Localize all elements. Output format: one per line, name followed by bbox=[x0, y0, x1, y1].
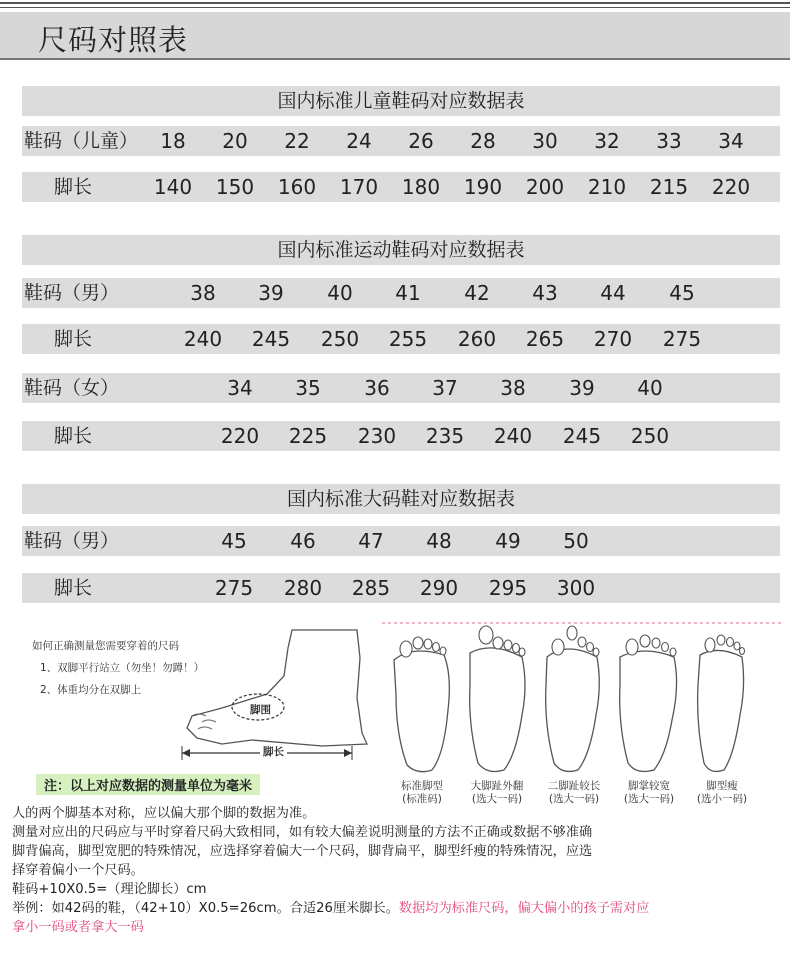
large-size-cell: 48 bbox=[426, 529, 452, 553]
foot-length-label: 脚长 bbox=[260, 744, 287, 759]
sports-female-length-cell: 220 bbox=[220, 424, 260, 448]
example-text: 举例：如42码的鞋，（42+10）X0.5=26cm。合适26厘米脚长。 bbox=[12, 901, 399, 916]
children-size-cell: 24 bbox=[346, 129, 372, 153]
foot-type-advice: (标准码) bbox=[402, 793, 442, 805]
measure-guide bbox=[22, 628, 372, 798]
sports-female-size-row bbox=[22, 373, 780, 403]
foot-types-panel bbox=[382, 615, 782, 810]
paragraph-4: 择穿着偏小一个尺码。 bbox=[12, 863, 144, 878]
children-length-cell: 170 bbox=[339, 175, 379, 199]
sports-male-size-cell: 39 bbox=[258, 281, 284, 305]
measure-step-2: 2、体重均分在双脚上 bbox=[40, 684, 142, 696]
large-length-row bbox=[22, 573, 780, 603]
foot-type-name: 大脚趾外翻 bbox=[470, 780, 524, 792]
sports-female-length-cell: 235 bbox=[425, 424, 465, 448]
children-length-cell: 220 bbox=[711, 175, 751, 199]
sports-male-size-cell: 42 bbox=[464, 281, 490, 305]
children-table-title: 国内标准儿童鞋码对应数据表 bbox=[277, 90, 525, 112]
sports-female-length-row bbox=[22, 421, 780, 451]
top-rule bbox=[0, 2, 790, 4]
foot-types-illustration bbox=[382, 615, 782, 780]
children-size-label: 鞋码（儿童） bbox=[24, 130, 139, 152]
large-size-cell: 45 bbox=[221, 529, 247, 553]
children-length-cell: 215 bbox=[649, 175, 689, 199]
sports-female-size-cell: 36 bbox=[364, 376, 390, 400]
sports-male-size-cell: 38 bbox=[190, 281, 216, 305]
sports-male-length-cell: 245 bbox=[251, 327, 291, 351]
sports-female-length-label: 脚长 bbox=[54, 425, 93, 447]
large-size-row bbox=[22, 526, 780, 556]
children-size-cell: 28 bbox=[470, 129, 496, 153]
sports-male-size-cell: 40 bbox=[327, 281, 353, 305]
example-warning-cont: 拿小一码或者拿大一码 bbox=[12, 920, 144, 935]
children-length-label: 脚长 bbox=[54, 176, 93, 198]
sports-female-length-cell: 230 bbox=[357, 424, 397, 448]
children-size-cell: 26 bbox=[408, 129, 434, 153]
children-length-cell: 160 bbox=[277, 175, 317, 199]
sports-female-length-cell: 225 bbox=[288, 424, 328, 448]
children-size-cell: 32 bbox=[594, 129, 620, 153]
sports-male-size-cell: 41 bbox=[395, 281, 421, 305]
paragraph-2: 测量对应出的尺码应与平时穿着尺码大致相同，如有较大偏差说明测量的方法不正确或数据不够准确 bbox=[12, 825, 593, 840]
children-size-cell: 33 bbox=[656, 129, 682, 153]
sports-male-length-cell: 250 bbox=[320, 327, 360, 351]
foot-type-advice: (选大一码) bbox=[471, 793, 523, 805]
large-table-title: 国内标准大码鞋对应数据表 bbox=[286, 488, 515, 510]
large-length-cell: 280 bbox=[283, 576, 323, 600]
sports-table-title-band bbox=[22, 235, 780, 265]
sports-male-length-cell: 255 bbox=[388, 327, 428, 351]
sports-female-size-cell: 37 bbox=[432, 376, 458, 400]
children-size-cell: 20 bbox=[222, 129, 248, 153]
sports-female-size-label: 鞋码（女） bbox=[24, 377, 120, 399]
page-title: 尺码对照表 bbox=[38, 23, 189, 57]
large-length-cell: 290 bbox=[419, 576, 459, 600]
sports-male-size-row bbox=[22, 278, 780, 308]
example-warning: 数据均为标准尺码，偏大偏小的孩子需对应 bbox=[398, 901, 650, 916]
sports-male-length-row bbox=[22, 324, 780, 354]
sports-male-length-cell: 260 bbox=[457, 327, 497, 351]
large-length-cell: 285 bbox=[351, 576, 391, 600]
example-line bbox=[12, 897, 649, 916]
large-size-cell: 50 bbox=[563, 529, 589, 553]
foot-side-illustration bbox=[22, 628, 372, 798]
children-length-cell: 150 bbox=[215, 175, 255, 199]
sports-female-size-cell: 34 bbox=[227, 376, 253, 400]
sports-male-length-cell: 265 bbox=[525, 327, 565, 351]
large-size-cell: 49 bbox=[495, 529, 521, 553]
children-length-cell: 210 bbox=[587, 175, 627, 199]
foot-type-advice: (选小一码) bbox=[696, 793, 748, 805]
formula-line: 鞋码+10X0.5=（理论脚长）cm bbox=[12, 882, 207, 897]
large-size-cell: 47 bbox=[358, 529, 384, 553]
sports-male-length-cell: 275 bbox=[662, 327, 702, 351]
children-size-cell: 18 bbox=[160, 129, 186, 153]
children-length-cell: 200 bbox=[525, 175, 565, 199]
paragraph-1: 人的两个脚基本对称，应以偏大那个脚的数据为准。 bbox=[12, 806, 316, 821]
top-rule-thin bbox=[0, 7, 790, 8]
foot-type-advice: (选大一码) bbox=[548, 793, 600, 805]
children-length-row bbox=[22, 172, 780, 202]
large-length-cell: 300 bbox=[556, 576, 596, 600]
sports-female-length-cell: 245 bbox=[562, 424, 602, 448]
paragraph-3: 脚背偏高，脚型宽肥的特殊情况，应选择穿着偏大一个尺码，脚背扁平，脚型纤瘦的特殊情况，应选 bbox=[12, 844, 593, 859]
children-length-cell: 140 bbox=[153, 175, 193, 199]
children-size-cell: 30 bbox=[532, 129, 558, 153]
sports-female-size-cell: 35 bbox=[295, 376, 321, 400]
sports-female-size-cell: 38 bbox=[500, 376, 526, 400]
page-header bbox=[0, 12, 790, 60]
sports-male-size-cell: 44 bbox=[600, 281, 626, 305]
sports-male-length-cell: 270 bbox=[593, 327, 633, 351]
large-size-label: 鞋码（男） bbox=[24, 530, 120, 552]
sports-male-size-cell: 43 bbox=[532, 281, 558, 305]
foot-type-name: 脚掌较宽 bbox=[628, 780, 670, 792]
large-length-label: 脚长 bbox=[54, 577, 93, 599]
measure-question: 如何正确测量您需要穿着的尺码 bbox=[32, 640, 179, 652]
children-size-cell: 34 bbox=[718, 129, 744, 153]
foot-type-advice: (选大一码) bbox=[623, 793, 675, 805]
children-length-cell: 190 bbox=[463, 175, 503, 199]
sports-male-size-label: 鞋码（男） bbox=[24, 282, 120, 304]
large-table-title-band bbox=[22, 484, 780, 514]
children-length-cell: 180 bbox=[401, 175, 441, 199]
measure-step-1: 1、双脚平行站立（勿坐！勿蹲！） bbox=[40, 662, 205, 674]
foot-type-name: 标准脚型 bbox=[401, 780, 443, 792]
large-size-cell: 46 bbox=[290, 529, 316, 553]
large-length-cell: 275 bbox=[214, 576, 254, 600]
foot-width-label: 脚围 bbox=[250, 704, 271, 716]
sports-male-length-cell: 240 bbox=[183, 327, 223, 351]
sports-female-size-cell: 39 bbox=[569, 376, 595, 400]
children-size-row bbox=[22, 126, 780, 156]
foot-type-name: 脚型瘦 bbox=[706, 780, 738, 792]
sports-female-size-cell: 40 bbox=[637, 376, 663, 400]
large-length-cell: 295 bbox=[488, 576, 528, 600]
children-table-title-band bbox=[22, 86, 780, 116]
unit-note: 注：以上对应数据的测量单位为毫米 bbox=[36, 774, 260, 795]
sports-female-length-cell: 250 bbox=[630, 424, 670, 448]
sports-table-title: 国内标准运动鞋码对应数据表 bbox=[277, 239, 525, 261]
sports-male-length-label: 脚长 bbox=[54, 328, 93, 350]
sports-male-size-cell: 45 bbox=[669, 281, 695, 305]
children-size-cell: 22 bbox=[284, 129, 310, 153]
foot-type-name: 二脚趾较长 bbox=[547, 780, 601, 792]
sports-female-length-cell: 240 bbox=[493, 424, 533, 448]
